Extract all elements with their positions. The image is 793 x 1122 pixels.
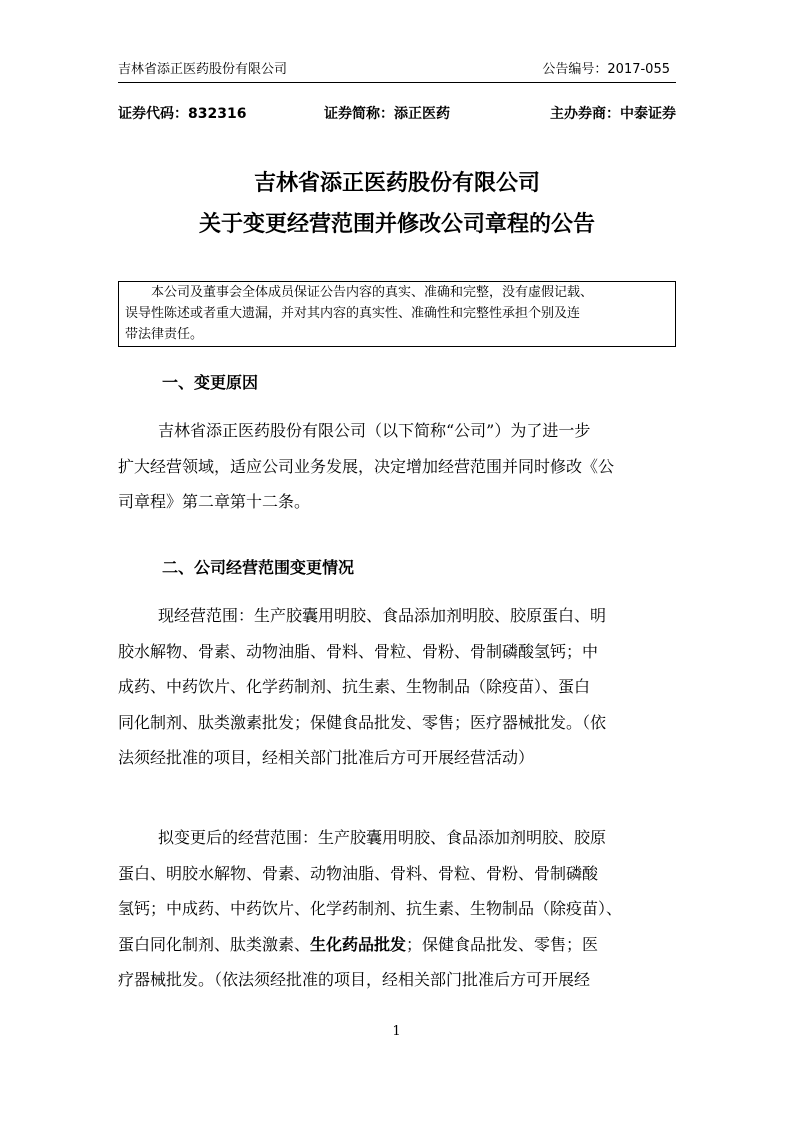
- running-header: [118, 56, 676, 83]
- paragraph-line: 同化制剂、肽类激素批发；保健食品批发、零售；医疗器械批发。（依: [118, 712, 607, 732]
- proposed-scope-paragraph: [118, 820, 688, 998]
- paragraph-line: 现经营范围：生产胶囊用明胶、食品添加剂明胶、胶原蛋白、明: [158, 606, 607, 625]
- notice-line: 带法律责任。: [125, 327, 204, 342]
- paragraph-line: 拟变更后的经营范围：生产胶囊用明胶、食品添加剂明胶、胶原: [158, 828, 607, 847]
- board-guarantee-notice: [118, 281, 676, 347]
- securities-abbreviation: 证券简称：添正医药: [324, 106, 450, 122]
- paragraph-line: 疗器械批发。（依法须经批准的项目，经相关部门批准后方可开展经: [118, 970, 591, 989]
- notice-line: 本公司及董事会全体成员保证公告内容的真实、准确和完整，没有虚假记载、: [151, 285, 594, 300]
- paragraph-line: 蛋白、明胶水解物、骨素、动物油脂、骨料、骨粒、骨粉、骨制磷酸: [118, 863, 599, 883]
- section-heading-reason: 一、变更原因: [162, 373, 259, 392]
- paragraph-line: 扩大经营领域，适应公司业务发展，决定增加经营范围并同时修改《公: [118, 456, 615, 476]
- section-heading-scope-change: 二、公司经营范围变更情况: [162, 558, 355, 577]
- reason-paragraph: [118, 413, 688, 520]
- paragraph-line: 胶水解物、骨素、动物油脂、骨料、骨粒、骨粉、骨制磷酸氢钙；中: [118, 641, 599, 661]
- highlighted-added-scope: 生化药品批发: [310, 934, 407, 954]
- text-segment: 蛋白同化制剂、肽类激素、: [118, 934, 311, 954]
- securities-info-line: [118, 103, 676, 123]
- paragraph-line: 法须经批准的项目，经相关部门批准后方可开展经营活动）: [118, 748, 535, 767]
- paragraph-line: [118, 927, 688, 963]
- header-company-name: 吉林省添正医药股份有限公司: [118, 62, 288, 77]
- paragraph-line: 司章程》第二章第十二条。: [118, 492, 311, 511]
- sponsoring-broker: 主办券商：中泰证券: [550, 106, 676, 122]
- document-title-line-1: 吉林省添正医药股份有限公司: [253, 171, 540, 196]
- document-title-line-2: 关于变更经营范围并修改公司章程的公告: [198, 212, 595, 237]
- text-segment: ；保健食品批发、零售；医: [406, 934, 599, 954]
- current-scope-paragraph: [118, 598, 688, 776]
- paragraph-line: 吉林省添正医药股份有限公司（以下简称“公司”）为了进一步: [158, 421, 591, 440]
- paragraph-line: 氢钙；中成药、中药饮片、化学药制剂、抗生素、生物制品（除疫苗）、: [118, 899, 623, 918]
- notice-line: 误导性陈述或者重大遗漏，并对其内容的真实性、准确性和完整性承担个别及连: [125, 306, 581, 321]
- securities-code: 证券代码：832316: [118, 106, 247, 122]
- paragraph-line: 成药、中药饮片、化学药制剂、抗生素、生物制品（除疫苗）、蛋白: [118, 677, 591, 696]
- header-announcement-number: 公告编号：2017-055: [542, 62, 670, 77]
- page-number: 1: [392, 1024, 401, 1039]
